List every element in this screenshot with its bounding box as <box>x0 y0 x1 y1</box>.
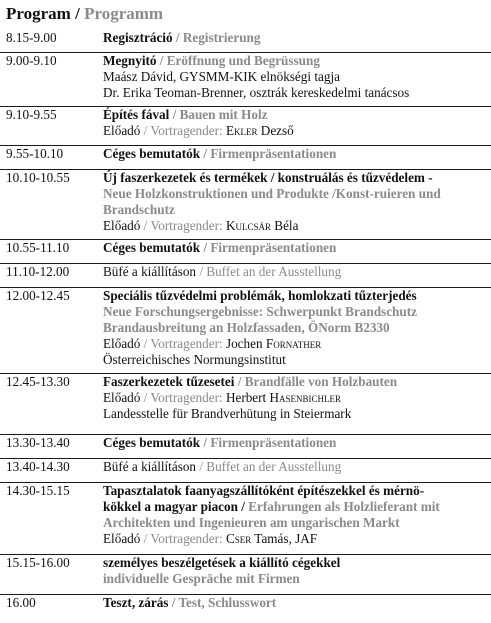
session-content <box>103 264 489 280</box>
session-line <box>103 390 489 406</box>
text-segment: Építés fával <box>103 107 170 122</box>
text-segment: Dezső <box>257 123 294 138</box>
text-segment: Előadó <box>103 531 141 546</box>
text-segment: Regisztráció <box>103 30 173 45</box>
text-segment: / Firmenpräsentationen <box>200 146 337 161</box>
session-line <box>103 435 489 451</box>
text-segment: Előadó <box>103 218 141 233</box>
session-line <box>103 336 489 352</box>
session-line <box>103 170 489 186</box>
text-segment: Büfé a kiállításon <box>103 264 197 279</box>
text-segment: Teszt, zárás <box>103 595 169 610</box>
time-slot: 16.00 <box>6 595 36 610</box>
schedule-row <box>0 170 491 240</box>
text-segment: Hasenbichler <box>269 390 342 405</box>
schedule-row <box>0 53 491 107</box>
text-segment: Megnyitó <box>103 53 157 68</box>
session-content <box>103 483 489 547</box>
time-slot: 9.00-9.10 <box>6 53 57 68</box>
text-segment: kökkel a magyar piacon / <box>103 499 245 514</box>
schedule-row <box>0 107 491 146</box>
text-segment: / Buffet an der Ausstellung <box>196 459 342 474</box>
session-line <box>103 515 489 531</box>
session-line <box>103 107 489 123</box>
text-segment: Landesstelle für Brandverhütung in Steiermark <box>103 406 352 421</box>
session-content <box>103 240 489 256</box>
text-segment: Neue Holzkonstruktionen und Produkte /Konst-ruieren und <box>103 186 441 201</box>
session-line <box>103 30 489 46</box>
time-slot: 12.45-13.30 <box>6 374 70 389</box>
text-segment: / Vortragender: <box>140 390 226 405</box>
text-segment: / Vortragender: <box>140 218 226 233</box>
text-segment: Brandschutz <box>103 202 175 217</box>
text-segment: Céges bemutatók <box>103 240 201 255</box>
session-line <box>103 374 489 390</box>
text-segment: Faszerkezetek tűzesetei <box>103 374 235 389</box>
text-segment: Erfahrungen als Holzlieferant mit <box>244 499 440 514</box>
text-segment: Tapasztalatok faanyagszállítóként építészekkel és mérnö- <box>103 483 425 498</box>
text-segment: / Eröffnung und Begrüssung <box>156 53 320 68</box>
session-content <box>103 288 489 368</box>
session-content <box>103 374 489 422</box>
text-segment: / Brandfälle von Holzbauten <box>234 374 398 389</box>
time-slot: 10.10-10.55 <box>6 170 70 185</box>
schedule-row <box>0 288 491 374</box>
text-segment: / Bauen mit Holz <box>169 107 268 122</box>
page-title <box>6 4 163 24</box>
schedule-row <box>0 374 491 435</box>
session-content <box>103 459 489 475</box>
text-segment: Brandausbreitung an Holzfassaden, ÖNorm B2330 <box>103 320 390 335</box>
time-slot: 15.15-16.00 <box>6 555 70 570</box>
time-slot: 10.55-11.10 <box>6 240 70 255</box>
text-segment: / Vortragender: <box>140 531 226 546</box>
schedule-row <box>0 435 491 459</box>
time-slot: 8.15-9.00 <box>6 30 57 45</box>
schedule-row <box>0 483 491 555</box>
text-segment: / Registrierung <box>172 30 261 45</box>
session-line <box>103 483 489 499</box>
text-segment: / Firmenpräsentationen <box>200 240 337 255</box>
session-line <box>103 69 489 85</box>
title-separator: / <box>70 4 85 23</box>
time-slot: 9.10-9.55 <box>6 107 57 122</box>
session-line <box>103 571 489 587</box>
schedule-row <box>0 595 491 619</box>
session-line <box>103 218 489 234</box>
text-segment: Kulcsár <box>225 218 271 233</box>
time-slot: 12.00-12.45 <box>6 288 70 303</box>
schedule-row <box>0 459 491 483</box>
session-line <box>103 531 489 547</box>
session-line <box>103 288 489 304</box>
session-content <box>103 595 489 611</box>
session-line <box>103 186 489 202</box>
session-line <box>103 352 489 368</box>
time-slot: 9.55-10.10 <box>6 146 64 161</box>
session-line <box>103 53 489 69</box>
session-line <box>103 595 489 611</box>
session-content <box>103 30 489 46</box>
title-hu: Program <box>6 4 71 23</box>
text-segment: / Buffet an der Ausstellung <box>196 264 342 279</box>
schedule-row <box>0 555 491 595</box>
text-segment: Jochen <box>225 336 266 351</box>
session-content <box>103 555 489 587</box>
text-segment: Új faszerkezetek és termékek / konstruálás és tűzvédelem - <box>103 170 433 185</box>
session-line <box>103 264 489 280</box>
text-segment: Maász Dávid, GYSMM-KIK elnökségi tagja <box>103 69 340 84</box>
text-segment: Ekler <box>225 123 258 138</box>
text-segment: / Test, Schlusswort <box>168 595 277 610</box>
session-content <box>103 146 489 162</box>
session-line <box>103 459 489 475</box>
session-line <box>103 202 489 218</box>
schedule-row <box>0 30 491 53</box>
text-segment: Béla <box>270 218 299 233</box>
session-line <box>103 85 489 101</box>
time-slot: 14.30-15.15 <box>6 483 70 498</box>
schedule-row <box>0 240 491 264</box>
session-content <box>103 53 489 101</box>
session-line <box>103 123 489 139</box>
session-line <box>103 304 489 320</box>
schedule-row <box>0 146 491 170</box>
text-segment: Előadó <box>103 390 141 405</box>
text-segment: Österreichisches Normungsinstitut <box>103 352 286 367</box>
text-segment: személyes beszélgetések a kiállító cégekkel <box>103 555 341 570</box>
text-segment: Büfé a kiállításon <box>103 459 197 474</box>
time-slot: 13.30-13.40 <box>6 435 70 450</box>
session-line <box>103 240 489 256</box>
text-segment: Céges bemutatók <box>103 146 201 161</box>
time-slot: 11.10-12.00 <box>6 264 70 279</box>
text-segment: / Firmenpräsentationen <box>200 435 337 450</box>
session-line <box>103 406 489 422</box>
text-segment: / Vortragender: <box>140 336 226 351</box>
text-segment: Céges bemutatók <box>103 435 201 450</box>
session-content <box>103 107 489 139</box>
text-segment: Cser <box>225 531 252 546</box>
session-content <box>103 435 489 451</box>
schedule-row <box>0 264 491 288</box>
text-segment: Dr. Erika Teoman-Brenner, osztrák kereskedelmi tanácsos <box>103 85 410 100</box>
session-line <box>103 146 489 162</box>
text-segment: Neue Forschungsergebnisse: Schwerpunkt Brandschutz <box>103 304 417 319</box>
text-segment: individuelle Gespräche mit Firmen <box>103 571 300 586</box>
text-segment: Architekten und Ingenieuren am ungarischen Markt <box>103 515 400 530</box>
session-line <box>103 499 489 515</box>
text-segment: Herbert <box>225 390 270 405</box>
text-segment: Előadó <box>103 336 141 351</box>
text-segment: Előadó <box>103 123 141 138</box>
text-segment: / Vortragender: <box>140 123 226 138</box>
text-segment: Speciális tűzvédelmi problémák, homlokzati tűzterjedés <box>103 288 417 303</box>
session-line <box>103 555 489 571</box>
text-segment: Tamás, JAF <box>251 531 318 546</box>
title-de: Programm <box>84 4 164 23</box>
text-segment: Fornather <box>265 336 322 351</box>
session-content <box>103 170 489 234</box>
session-line <box>103 320 489 336</box>
time-slot: 13.40-14.30 <box>6 459 70 474</box>
